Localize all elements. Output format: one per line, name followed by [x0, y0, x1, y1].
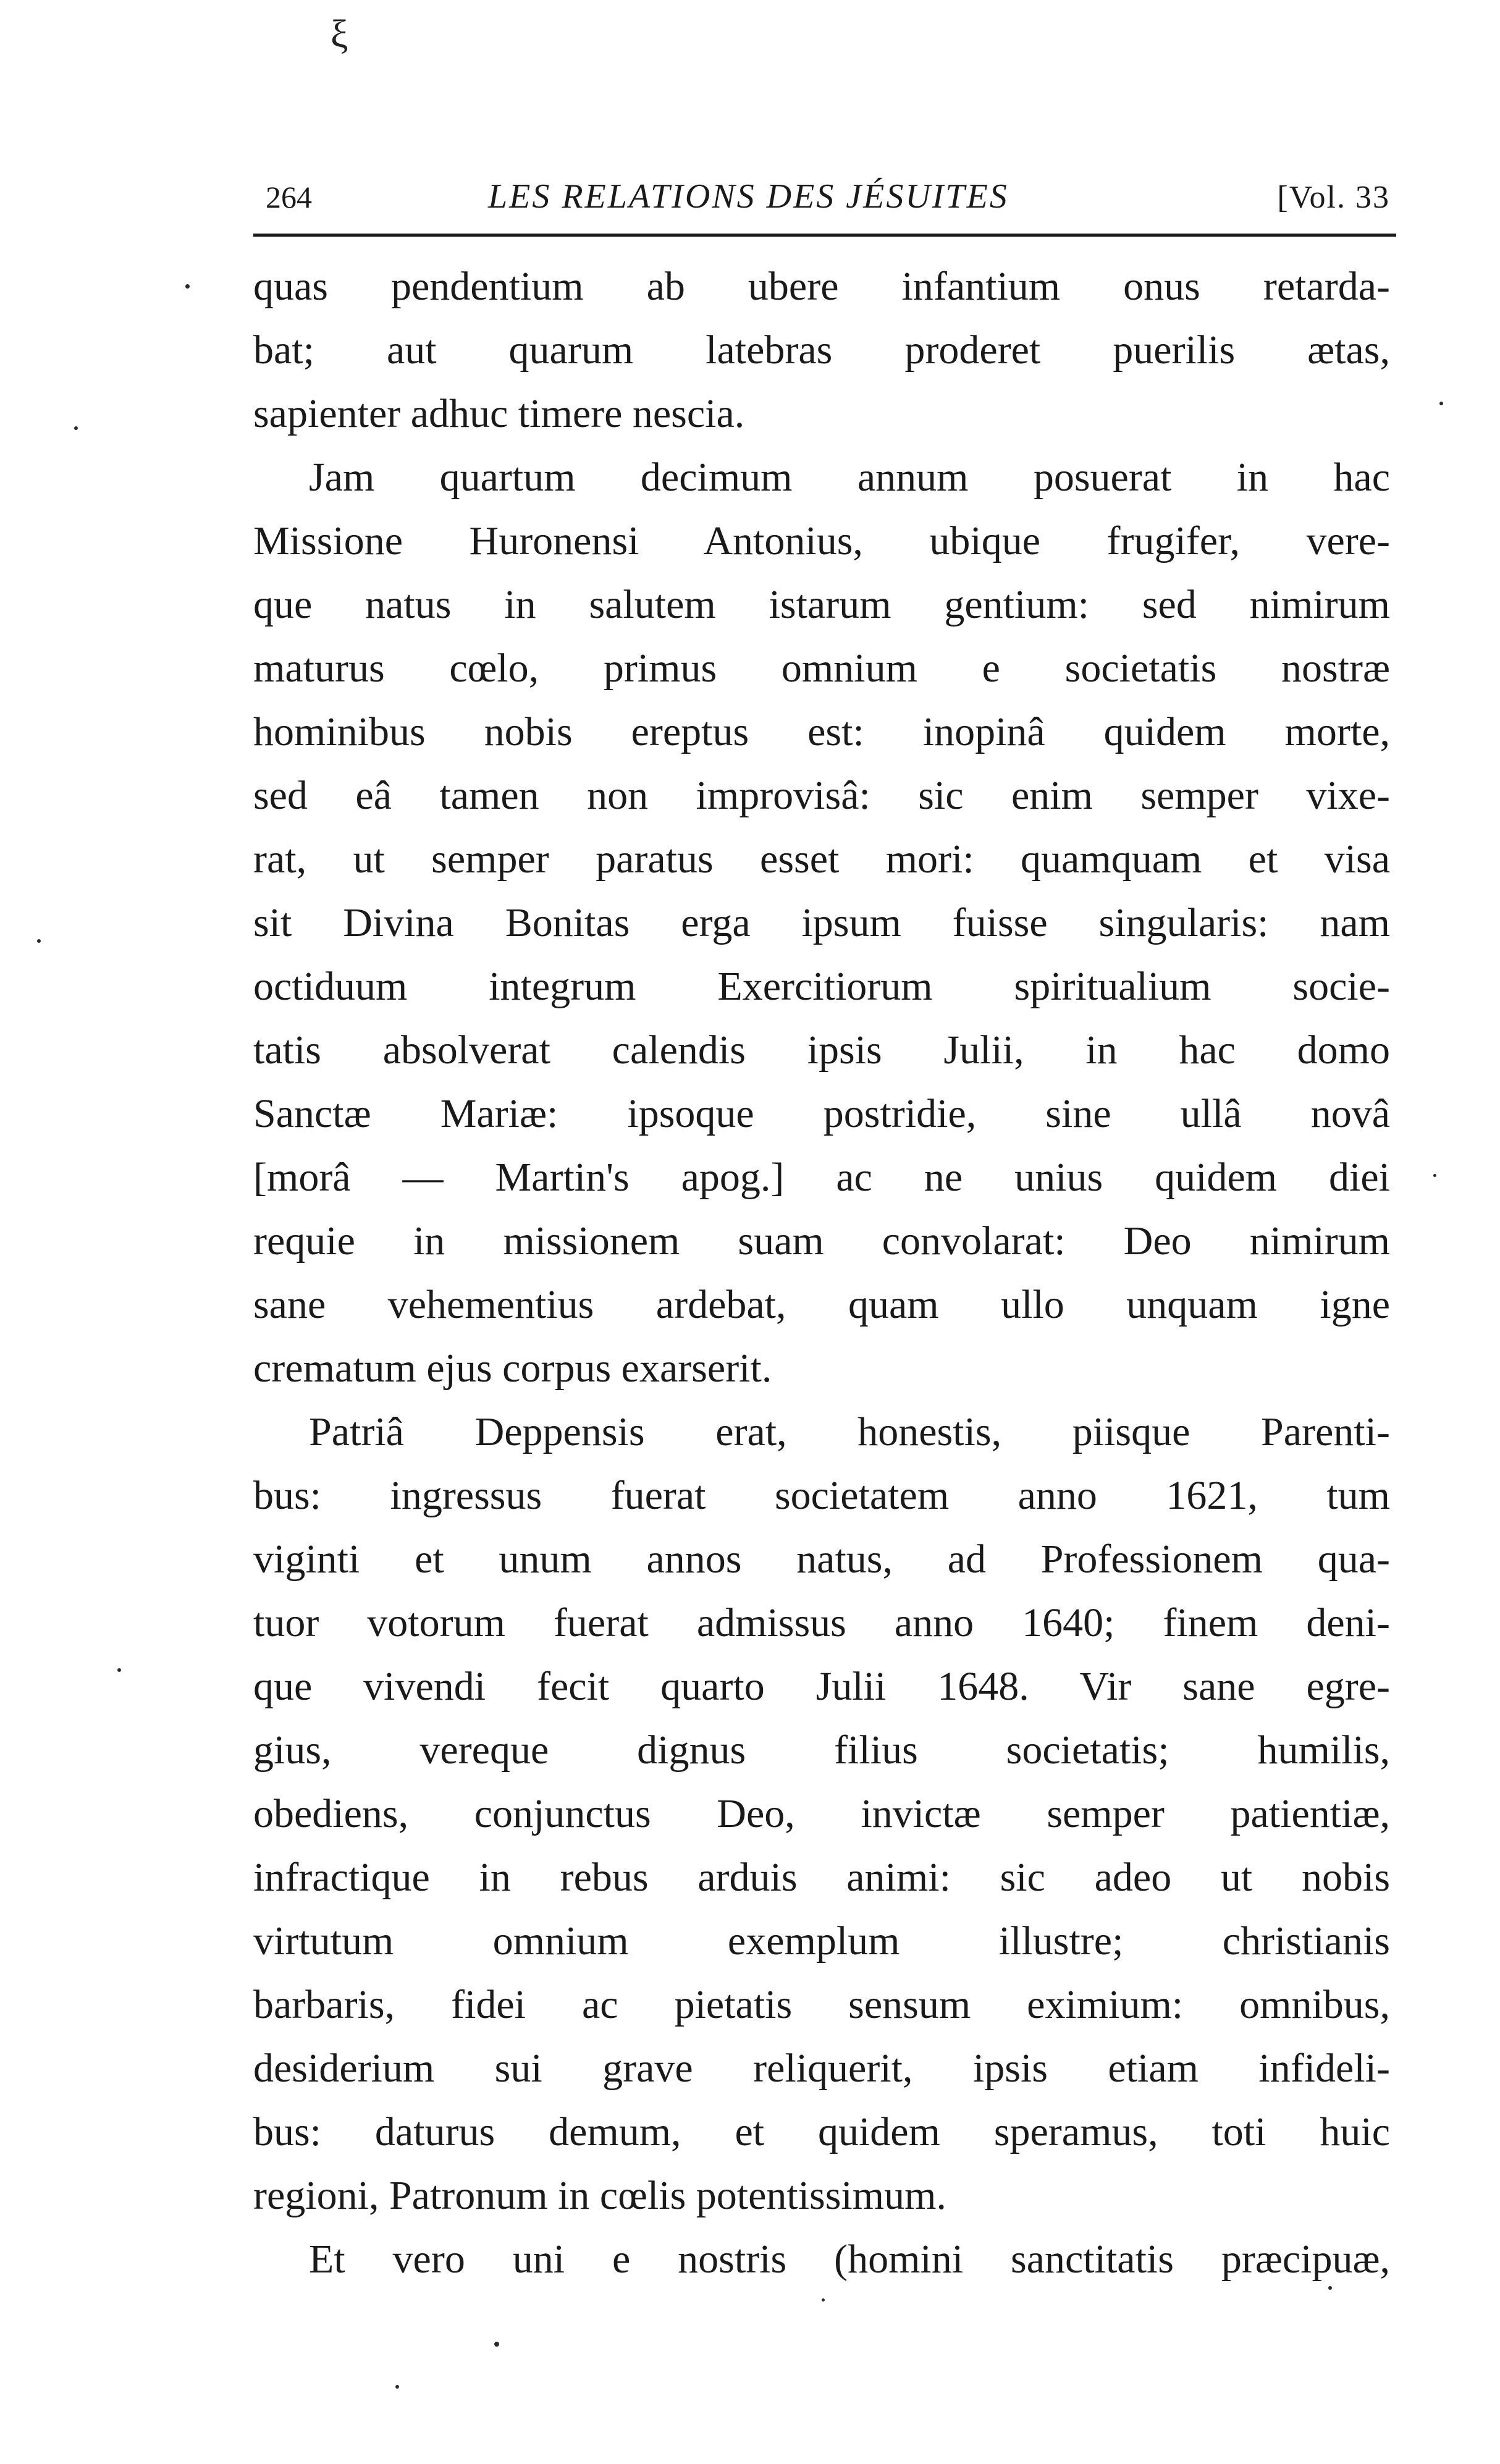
print-speck	[74, 426, 78, 430]
text-line: sane vehementius ardebat, quam ullo unquam igne	[253, 1282, 1390, 1327]
print-speck	[395, 2385, 399, 2389]
text-line: hominibus nobis ereptus est: inopinâ quidem morte,	[253, 709, 1390, 754]
text-line: barbaris, fidei ac pietatis sensum eximium: omnibus,	[253, 1982, 1390, 2027]
text-line: Missione Huronensi Antonius, ubique frugifer, vere-	[253, 518, 1390, 563]
text-line: bat; aut quarum latebras proderet puerilis ætas,	[253, 327, 1390, 373]
text-line: tuor votorum fuerat admissus anno 1640; finem deni-	[253, 1600, 1390, 1645]
text-line: Et vero uni e nostris (homini sanctitatis præcipuæ,	[309, 2237, 1390, 2282]
text-line: sapienter adhuc timere nescia.	[253, 391, 745, 436]
text-line: sed eâ tamen non improvisâ: sic enim semper vixe-	[253, 773, 1390, 818]
text-line: sit Divina Bonitas erga ipsum fuisse singularis: nam	[253, 900, 1390, 945]
text-line: rat, ut semper paratus esset mori: quamquam et visa	[253, 837, 1390, 882]
text-line: [morâ — Martin's apog.] ac ne unius quidem diei	[253, 1155, 1390, 1200]
running-title: LES RELATIONS DES JÉSUITES	[488, 177, 1009, 216]
print-speck	[37, 939, 41, 943]
text-line: gius, vereque dignus filius societatis; humilis,	[253, 1728, 1390, 1773]
text-line: infractique in rebus arduis animi: sic adeo ut nobis	[253, 1855, 1390, 1900]
body-text	[253, 255, 1390, 2291]
text-line: requie in missionem suam convolarat: Deo nimirum	[253, 1218, 1390, 1264]
text-line: maturus cœlo, primus omnium e societatis nostræ	[253, 646, 1390, 691]
text-line: Jam quartum decimum annum posuerat in hac	[309, 455, 1390, 500]
text-line: octiduum integrum Exercitiorum spiritualium socie-	[253, 964, 1390, 1009]
text-line: crematum ejus corpus exarserit.	[253, 1346, 772, 1391]
text-line: Sanctæ Mariæ: ipsoque postridie, sine ullâ novâ	[253, 1091, 1390, 1136]
text-line: virtutum omnium exemplum illustre; christianis	[253, 1918, 1390, 1964]
print-speck	[1328, 2286, 1332, 2290]
text-line: quas pendentium ab ubere infantium onus retarda-	[253, 264, 1390, 309]
text-line: tatis absolverat calendis ipsis Julii, in hac domo	[253, 1027, 1390, 1073]
text-line: viginti et unum annos natus, ad Professionem qua-	[253, 1537, 1390, 1582]
header-rule	[253, 234, 1396, 237]
text-line: Patriâ Deppensis erat, honestis, piisque Parenti-	[309, 1409, 1390, 1454]
volume-label: [Vol. 33	[1277, 180, 1390, 215]
print-speck	[1433, 1174, 1436, 1177]
text-line: obediens, conjunctus Deo, invictæ semper patientiæ,	[253, 1791, 1390, 1836]
print-speck	[494, 2342, 499, 2347]
page-header	[253, 168, 1390, 224]
page-number: 264	[266, 180, 312, 214]
print-speck	[117, 1668, 121, 1672]
print-speck	[185, 284, 190, 289]
text-line: bus: ingressus fuerat societatem anno 1621, tum	[253, 1473, 1390, 1518]
text-line: que natus in salutem istarum gentium: sed nimirum	[253, 582, 1390, 627]
print-speck	[822, 2298, 825, 2302]
text-line: bus: daturus demum, et quidem speramus, toti huic	[253, 2109, 1390, 2154]
text-line: regioni, Patronum in cœlis potentissimum.	[253, 2173, 946, 2218]
stray-ink-mark: ξ	[331, 12, 348, 56]
text-line: desiderium sui grave reliquerit, ipsis etiam infideli-	[253, 2046, 1390, 2091]
print-speck	[1439, 402, 1443, 405]
text-line: que vivendi fecit quarto Julii 1648. Vir sane egre-	[253, 1664, 1390, 1709]
